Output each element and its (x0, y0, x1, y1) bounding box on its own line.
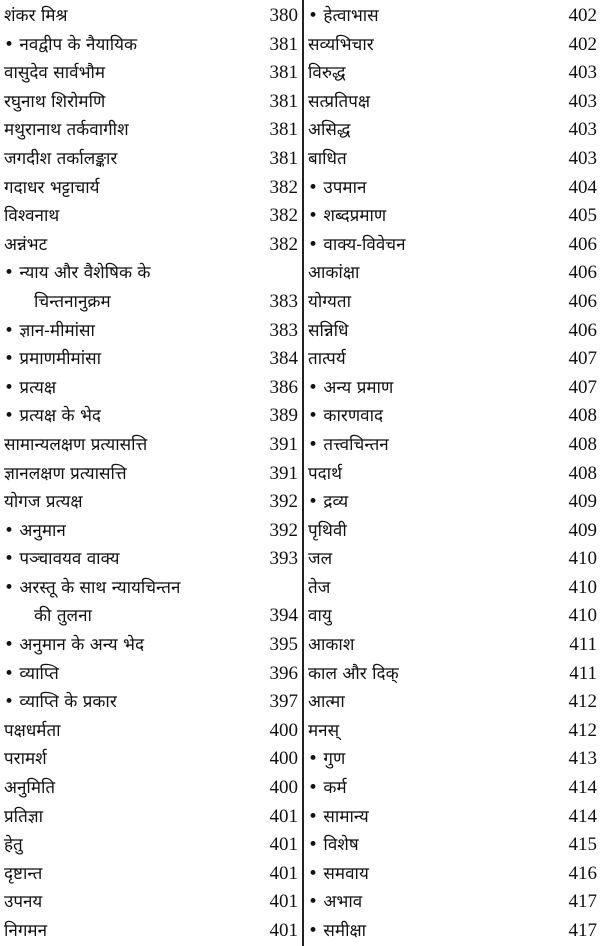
toc-page-number: 417 (568, 920, 597, 941)
toc-page-number: 391 (269, 433, 298, 455)
toc-entry (308, 688, 597, 717)
toc-entry (4, 345, 298, 374)
toc-entry (308, 717, 597, 746)
toc-entry (4, 831, 298, 860)
toc-left-column (4, 2, 298, 946)
toc-page-number: 404 (568, 176, 597, 198)
toc-page-number: 407 (568, 348, 597, 370)
toc-entry (4, 88, 298, 117)
toc-entry (308, 774, 597, 803)
toc-entry-title: सन्निधि (308, 320, 349, 341)
toc-entry-title: प्रतिज्ञा (4, 806, 44, 827)
toc-entry (308, 660, 597, 689)
toc-entry-title: • अन्य प्रमाण (308, 377, 394, 398)
toc-page-number: 409 (568, 519, 597, 541)
toc-entry (308, 631, 597, 660)
toc-entry (308, 460, 597, 489)
toc-entry-title: तेज (308, 577, 331, 598)
toc-page-number: 408 (568, 462, 597, 484)
toc-page-number: 403 (568, 147, 597, 169)
toc-entry (308, 803, 597, 832)
toc-entry-title: जल (308, 549, 333, 570)
toc-entry (4, 202, 298, 231)
toc-entry-title: चिन्तनानुक्रम (34, 291, 111, 312)
toc-entry-title: योग्यता (308, 291, 351, 312)
toc-entry-title: हेतु (4, 835, 23, 856)
toc-entry-title: की तुलना (34, 606, 92, 627)
toc-entry (4, 888, 298, 917)
toc-right-column (308, 2, 597, 946)
toc-page-number: 410 (568, 605, 597, 627)
toc-entry-title: • उपमान (308, 177, 367, 198)
toc-entry-title: मथुरानाथ तर्कवागीश (4, 120, 129, 141)
toc-entry-title: • प्रत्यक्ष के भेद (4, 406, 101, 427)
toc-entry (308, 317, 597, 346)
toc-page-number: 383 (269, 319, 298, 341)
toc-entry (4, 517, 298, 546)
toc-page-number: 401 (269, 920, 298, 941)
toc-entry (4, 660, 298, 689)
toc-page-number: 414 (568, 805, 597, 827)
toc-page-number: 400 (269, 719, 298, 741)
toc-entry-title: काल और दिक् (308, 663, 399, 684)
toc-entry-title: • व्याप्ति (4, 663, 59, 684)
toc-entry (308, 431, 597, 460)
toc-entry (4, 116, 298, 145)
toc-page-number: 400 (269, 777, 298, 799)
toc-page-number: 392 (269, 491, 298, 513)
toc-entry-title: • कारणवाद (308, 406, 384, 427)
toc-entry (4, 174, 298, 203)
toc-page-number: 381 (269, 119, 298, 141)
toc-entry-title: सव्यभिचार (308, 34, 374, 55)
toc-entry-title: • प्रत्यक्ष (4, 377, 57, 398)
toc-entry (308, 374, 597, 403)
toc-page-number: 392 (269, 519, 298, 541)
toc-entry-title: • समवाय (308, 863, 369, 884)
toc-page-number: 401 (269, 805, 298, 827)
toc-entry-title: पक्षधर्मता (4, 720, 61, 741)
toc-entry (308, 402, 597, 431)
toc-page-number: 402 (568, 5, 597, 26)
toc-page-number: 406 (568, 290, 597, 312)
toc-page-number: 410 (568, 548, 597, 570)
toc-page-number: 408 (568, 433, 597, 455)
toc-page-number: 416 (568, 862, 597, 884)
toc-page-number: 403 (568, 62, 597, 84)
toc-entry-title: • न्याय और वैशेषिक के (4, 263, 151, 284)
toc-entry-title: वायु (308, 606, 332, 627)
toc-page-number: 396 (269, 662, 298, 684)
toc-entry-title: बाधित (308, 148, 347, 169)
toc-page-number: 395 (269, 634, 298, 656)
toc-page-number: 383 (269, 290, 298, 312)
toc-entry (308, 602, 597, 631)
toc-entry-title: • शब्दप्रमाण (308, 206, 387, 227)
toc-entry (4, 460, 298, 489)
toc-entry (308, 888, 597, 917)
toc-entry (308, 917, 597, 946)
toc-entry (4, 259, 298, 316)
toc-entry (308, 831, 597, 860)
toc-entry-title: • अनुमान के अन्य भेद (4, 635, 144, 656)
toc-entry (308, 202, 597, 231)
toc-page-number: 409 (568, 491, 597, 513)
toc-entry-title: आकांक्षा (308, 263, 360, 284)
toc-page-number: 401 (269, 891, 298, 913)
toc-page-number: 405 (568, 205, 597, 227)
toc-entry (4, 717, 298, 746)
toc-entry-title: असिद्ध (308, 120, 351, 141)
toc-entry (4, 374, 298, 403)
toc-page-number: 382 (269, 176, 298, 198)
toc-page-number: 403 (568, 90, 597, 112)
toc-page-number: 411 (569, 662, 597, 684)
toc-entry-title: शंकर मिश्र (4, 6, 68, 26)
toc-entry (308, 231, 597, 260)
toc-entry (4, 745, 298, 774)
toc-page-number: 415 (568, 834, 597, 856)
toc-entry (308, 545, 597, 574)
toc-entry-title: उपनय (4, 892, 43, 913)
toc-entry-title: योगज प्रत्यक्ष (4, 492, 83, 513)
toc-page-number: 382 (269, 233, 298, 255)
toc-entry (4, 402, 298, 431)
toc-entry (4, 545, 298, 574)
toc-entry-title: परामर्श (4, 749, 47, 770)
toc-page-number: 403 (568, 119, 597, 141)
toc-entry-title: विश्वनाथ (4, 206, 60, 227)
toc-entry-title: • अनुमान (4, 520, 66, 541)
toc-entry (4, 688, 298, 717)
toc-page-number: 408 (568, 405, 597, 427)
toc-entry-title: • सामान्य (308, 806, 369, 827)
toc-entry (4, 231, 298, 260)
toc-entry-title: तात्पर्य (308, 349, 346, 370)
toc-entry-title: जगदीश तर्कालङ्कार (4, 148, 118, 169)
toc-entry-title: • कर्म (308, 778, 347, 799)
toc-page-number: 401 (269, 834, 298, 856)
toc-page-number: 414 (568, 777, 597, 799)
toc-page-number: 402 (568, 33, 597, 55)
toc-entry-title: आत्मा (308, 692, 345, 713)
toc-page-number: 381 (269, 147, 298, 169)
toc-entry (308, 145, 597, 174)
toc-entry-title: • द्रव्य (308, 492, 349, 513)
toc-entry (4, 860, 298, 889)
toc-entry (308, 88, 597, 117)
toc-page-number: 406 (568, 233, 597, 255)
toc-page-number: 393 (269, 548, 298, 570)
toc-entry (308, 174, 597, 203)
toc-entry (308, 2, 597, 31)
toc-page-number: 381 (269, 90, 298, 112)
toc-entry (4, 59, 298, 88)
toc-page-number: 407 (568, 376, 597, 398)
toc-page-number: 394 (269, 605, 298, 627)
toc-entry-title: • प्रमाणमीमांसा (4, 349, 101, 370)
toc-page-number: 384 (269, 348, 298, 370)
toc-entry (4, 317, 298, 346)
toc-entry-title: रघुनाथ शिरोमणि (4, 91, 106, 112)
toc-entry-title: • वाक्य-विवेचन (308, 234, 406, 255)
toc-entry-title: पृथिवी (308, 520, 347, 541)
toc-entry (308, 517, 597, 546)
toc-entry (4, 31, 298, 60)
toc-page-number: 410 (568, 576, 597, 598)
toc-entry (4, 488, 298, 517)
toc-entry-title: • गुण (308, 749, 346, 770)
toc-entry (308, 574, 597, 603)
toc-entry-title: सत्प्रतिपक्ष (308, 91, 371, 112)
toc-page-number: 406 (568, 262, 597, 284)
toc-entry-title: • अभाव (308, 892, 363, 913)
toc-entry-title: • विशेष (308, 835, 359, 856)
toc-page-number: 401 (269, 862, 298, 884)
toc-entry-title: ज्ञानलक्षण प्रत्यासत्ति (4, 463, 127, 484)
toc-entry (4, 145, 298, 174)
toc-entry (4, 2, 298, 31)
toc-page-number: 412 (568, 691, 597, 713)
toc-entry-title: वासुदेव सार्वभौम (4, 63, 106, 84)
toc-entry (308, 59, 597, 88)
toc-entry (4, 431, 298, 460)
toc-entry-title: • ज्ञान-मीमांसा (4, 320, 95, 341)
toc-entry-title: अनुमिति (4, 778, 56, 799)
toc-page-number: 413 (568, 748, 597, 770)
toc-page-number: 386 (269, 376, 298, 398)
toc-entry (308, 745, 597, 774)
column-divider (302, 0, 304, 946)
toc-entry-title: • हेत्वाभास (308, 6, 379, 26)
toc-entry-title: • समीक्षा (308, 921, 367, 941)
toc-page-number: 406 (568, 319, 597, 341)
toc-page-number: 391 (269, 462, 298, 484)
toc-page-number: 382 (269, 205, 298, 227)
toc-entry-title: • व्याप्ति के प्रकार (4, 692, 117, 713)
toc-entry-title: आकाश (308, 635, 355, 656)
toc-page-number: 389 (269, 405, 298, 427)
toc-page-number: 400 (269, 748, 298, 770)
toc-entry (308, 31, 597, 60)
toc-entry-title: निगमन (4, 921, 48, 941)
toc-entry-title: सामान्यलक्षण प्रत्यासत्ति (4, 434, 148, 455)
toc-page-number: 380 (269, 5, 298, 26)
toc-entry (4, 574, 298, 631)
toc-entry (4, 803, 298, 832)
toc-entry-title: • तत्त्वचिन्तन (308, 434, 389, 455)
toc-entry-title: गदाधर भट्टाचार्य (4, 177, 100, 198)
toc-entry (308, 259, 597, 288)
toc-entry (308, 488, 597, 517)
toc-page-number: 381 (269, 33, 298, 55)
toc-entry-title: • नवद्वीप के नैयायिक (4, 34, 138, 55)
toc-entry (308, 860, 597, 889)
toc-entry-title: पदार्थ (308, 463, 342, 484)
toc-entry (308, 345, 597, 374)
toc-entry-title: मनस् (308, 720, 340, 741)
toc-entry (4, 917, 298, 946)
toc-entry-title: • अरस्तू के साथ न्यायचिन्तन (4, 577, 181, 598)
toc-entry-title: दृष्टान्त (4, 863, 43, 884)
toc-entry-title: • पञ्चावयव वाक्य (4, 549, 120, 570)
toc-page-number: 381 (269, 62, 298, 84)
toc-entry (308, 288, 597, 317)
toc-page-number: 417 (568, 891, 597, 913)
toc-entry (4, 774, 298, 803)
toc-page-number: 411 (569, 634, 597, 656)
toc-entry-title: अन्नंभट (4, 234, 48, 255)
toc-entry (308, 116, 597, 145)
toc-entry-title: विरुद्ध (308, 63, 346, 84)
toc-page-number: 397 (269, 691, 298, 713)
toc-page-number: 412 (568, 719, 597, 741)
toc-entry (4, 631, 298, 660)
